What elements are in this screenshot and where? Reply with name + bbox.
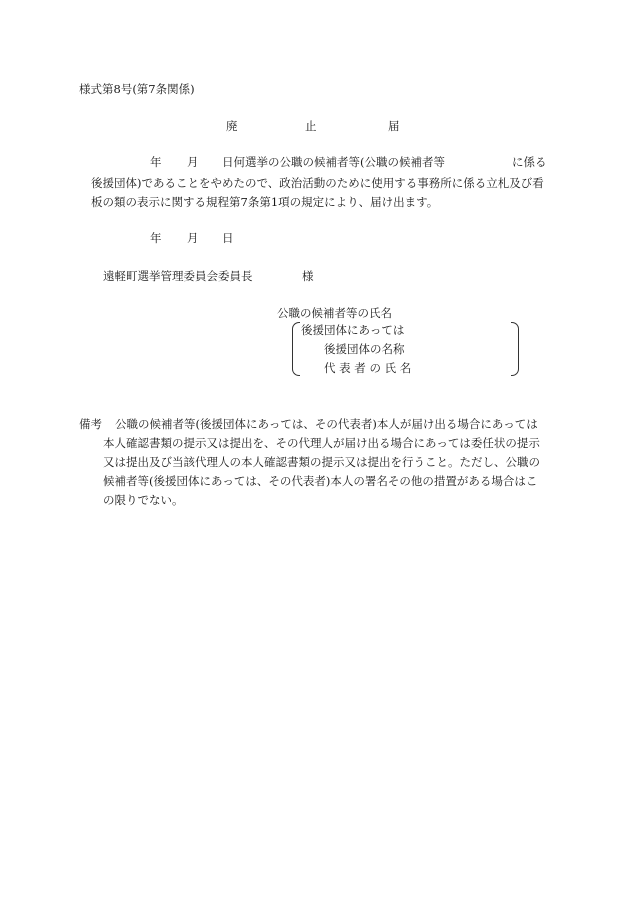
date-year: 年 xyxy=(150,231,162,245)
remarks-line-1: 公職の候補者等(後援団体にあっては、その代表者)本人が届け出る場合にあっては xyxy=(115,417,538,431)
date-month: 月 xyxy=(187,231,199,245)
remarks-line-4: 候補者等(後援団体にあっては、その代表者)本人の署名その他の措置がある場合はこ xyxy=(103,474,538,488)
date-day: 日 xyxy=(222,231,234,245)
title-char-2: 止 xyxy=(305,119,317,133)
body-year: 年 xyxy=(150,155,162,169)
submitter-sub-3: 代 表 者 の 氏 名 xyxy=(324,361,412,375)
remarks-line-5: の限りでない。 xyxy=(103,493,184,507)
body-line-1: 日何選挙の公職の候補者等(公職の候補者等 xyxy=(222,155,445,169)
title-char-1: 廃 xyxy=(226,119,238,133)
submitter-sub-1: 後援団体にあっては xyxy=(301,323,405,337)
form-label: 様式第8号(第7条関係) xyxy=(79,82,195,96)
body-line-3: 板の類の表示に関する規程第7条第1項の規定により、届け出ます。 xyxy=(91,195,439,209)
remarks-line-2: 本人確認書類の提示又は提出を、その代理人が届け出る場合にあっては委任状の提示 xyxy=(103,436,540,450)
bracket-right xyxy=(511,322,519,376)
bracket-left xyxy=(292,322,300,376)
submitter-sub-2: 後援団体の名称 xyxy=(324,342,405,356)
remarks-label: 備考 xyxy=(79,417,102,431)
addressee-name: 遠軽町選挙管理委員会委員長 xyxy=(103,269,253,283)
body-line-1-end: に係る xyxy=(512,155,547,169)
body-line-2: 後援団体)であることをやめたので、政治活動のために使用する事務所に係る立札及び看 xyxy=(91,176,544,190)
remarks-line-3: 又は提出及び当該代理人の本人確認書類の提示又は提出を行うこと。ただし、公職の xyxy=(103,455,540,469)
submitter-label: 公職の候補者等の氏名 xyxy=(277,306,392,320)
body-month: 月 xyxy=(187,155,199,169)
title-char-3: 届 xyxy=(388,119,400,133)
addressee-honorific: 様 xyxy=(302,269,314,283)
